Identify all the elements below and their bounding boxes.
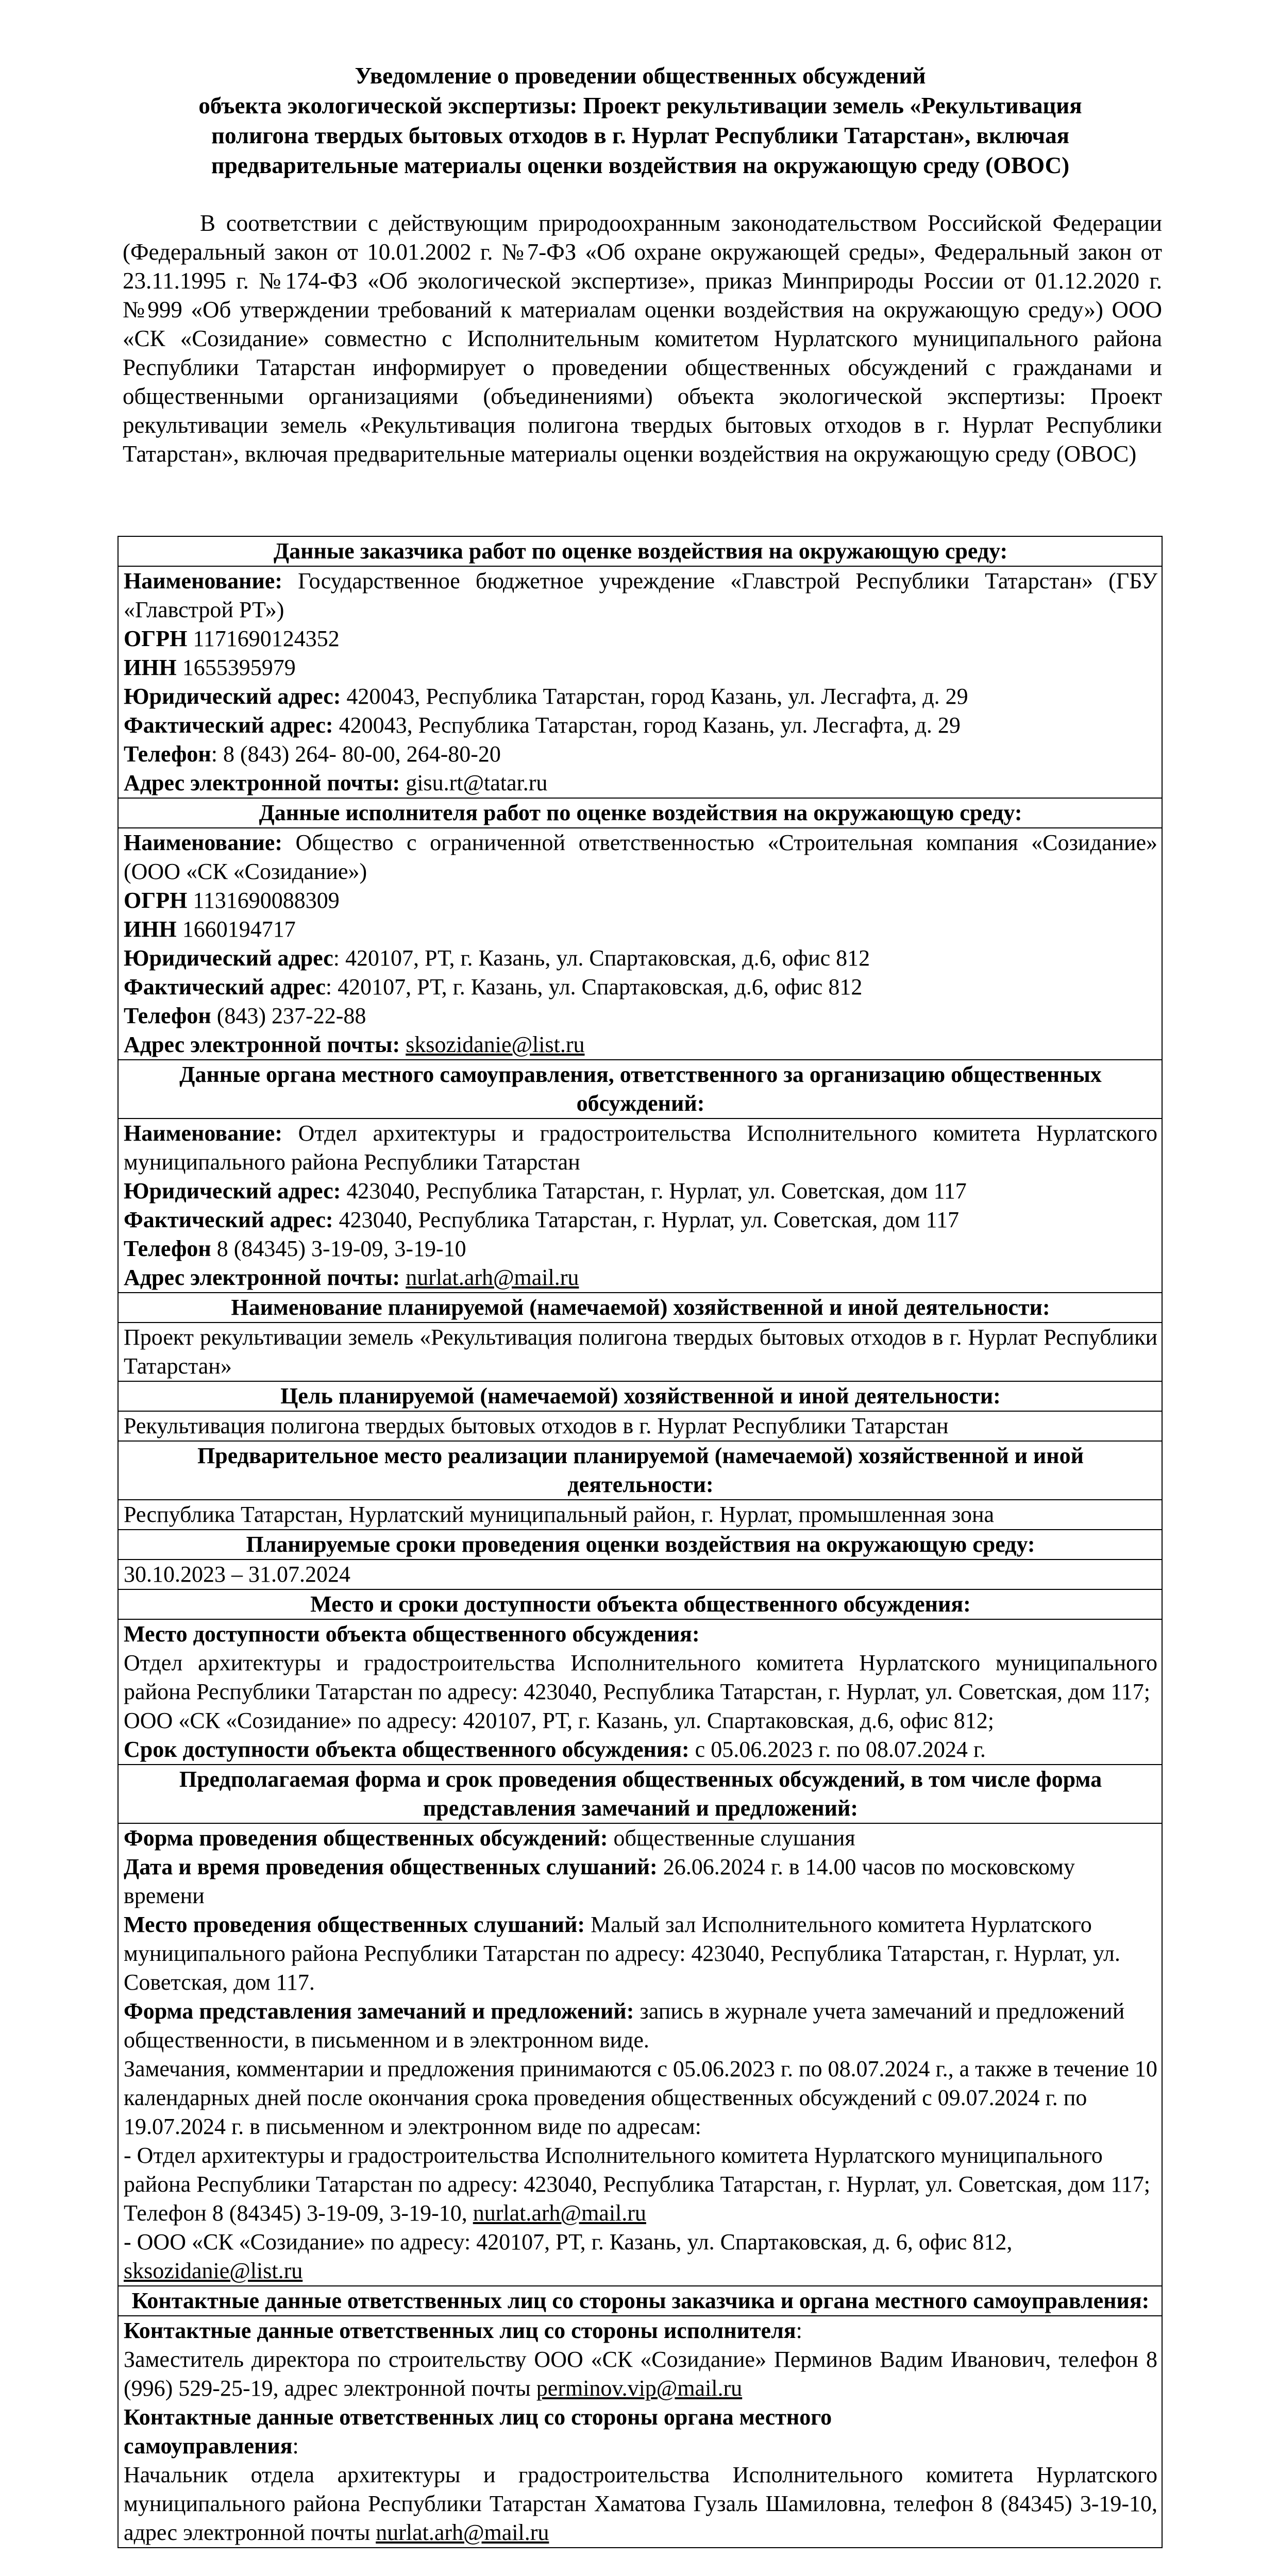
field-label: Юридический адрес: (124, 1178, 341, 1204)
activity-place-heading: Предварительное место реализации планируемой (намечаемой) хозяйственной и иной деятельности: (118, 1441, 1162, 1500)
activity-goal-value: Рекультивация полигона твердых бытовых отходов в г. Нурлат Республики Татарстан (118, 1411, 1162, 1441)
local-gov-details (118, 1118, 1162, 1293)
email-link[interactable]: nurlat.arh@mail.ru (376, 2520, 549, 2545)
field-value: 1131690088309 (187, 888, 340, 913)
notice-title (119, 61, 1162, 180)
customer-heading: Данные заказчика работ по оценке воздействия на окружающую среду: (118, 536, 1162, 566)
contacts-heading: Контактные данные ответственных лиц со стороны заказчика и органа местного самоуправления: (118, 2286, 1162, 2316)
field-label: Форма представления замечаний и предложений: (124, 1998, 634, 2024)
title-line: объекта экологической экспертизы: Проект рекультивации земель «Рекультивация (198, 93, 1082, 118)
hearing-heading: Предполагаемая форма и срок проведения общественных обсуждений, в том числе форма представления замечаний и предложений: (118, 1765, 1162, 1823)
contractor-heading: Данные исполнителя работ по оценке воздействия на окружающую среду: (118, 798, 1162, 828)
email-link[interactable]: sksozidanie@list.ru (124, 2258, 303, 2283)
assessment-dates-value: 30.10.2023 – 31.07.2024 (118, 1560, 1162, 1589)
field-label: Контактные данные ответственных лиц со стороны органа местного (124, 2404, 832, 2430)
field-value: Общество с ограниченной ответственностью «Строительная компания «Созидание» (ООО «СК «Созидание») (124, 830, 1157, 884)
activity-place-value: Республика Татарстан, Нурлатский муниципальный район, г. Нурлат, промышленная зона (118, 1500, 1162, 1530)
availability-heading: Место и сроки доступности объекта общественного обсуждения: (118, 1589, 1162, 1619)
title-line: предварительные материалы оценки воздействия на окружающую среду (ОВОС) (211, 152, 1070, 178)
field-value: 1655395979 (176, 655, 296, 680)
field-value: 420043, Республика Татарстан, город Казань, ул. Лесгафта, д. 29 (333, 713, 961, 738)
email-link[interactable]: sksozidanie@list.ru (406, 1032, 585, 1057)
field-value: запись в журнале учета замечаний и предложений общественности, в письменном и в электронном виде. (124, 1998, 1125, 2053)
title-line: полигона твердых бытовых отходов в г. Нурлат Республики Татарстан», включая (211, 123, 1069, 148)
field-value: 1660194717 (176, 917, 296, 942)
activity-goal-heading: Цель планируемой (намечаемой) хозяйственной и иной деятельности: (118, 1381, 1162, 1411)
field-label: Телефон (124, 1236, 211, 1261)
field-label: Наименование: (124, 830, 282, 855)
field-value: Заместитель директора по строительству ООО «СК «Созидание» Перминов Вадим Иванович, телефон 8 (996) 529-25-19, адрес электронной почты (124, 2347, 1157, 2401)
email-link[interactable]: perminov.vip@mail.ru (536, 2376, 743, 2401)
intro-text: В соответствии с действующим природоохранным законодательством Российской Федерации (Федеральный закон от 10.01.2002 г. №7-ФЗ «Об охране окружающей среды», Федеральный закон от 23.11.1995 г. №174-ФЗ «Об экологической экспертизе», приказ Минприроды России от 01.12.2020 г. №999 «Об утверждении требований к материалам оценки воздействия на окружающую среду») ООО «СК «Созидание» совместно с Исполнительным комитетом Нурлатского муниципального района Республики Татарстан информирует о проведении общественных обсуждений с гражданами и общественными организациями (объединениями) объекта экологической экспертизы: Проект рекультивации земель «Рекультивация полигона твердых бытовых отходов в г. Нурлат Республики Татарстан», включая предварительные материалы оценки воздействия на окружающую среду (ОВОС) (123, 210, 1162, 467)
field-value: 8 (84345) 3-19-09, 3-19-10 (211, 1236, 466, 1261)
field-label: Юридический адрес: (124, 684, 341, 709)
email-value: gisu.rt@tatar.ru (400, 770, 548, 795)
email-link[interactable]: nurlat.arh@mail.ru (406, 1265, 579, 1290)
field-label: Телефон (124, 1003, 211, 1028)
activity-name-value: Проект рекультивации земель «Рекультивация полигона твердых бытовых отходов в г. Нурлат Республики Татарстан» (118, 1323, 1162, 1381)
field-label: Срок доступности объекта общественного обсуждения: (124, 1737, 690, 1762)
field-label: Форма проведения общественных обсуждений: (124, 1825, 608, 1851)
field-label: ИНН (124, 917, 177, 942)
availability-details (118, 1619, 1162, 1765)
field-colon: : (796, 2318, 802, 2343)
hearing-details (118, 1823, 1162, 2286)
intro-paragraph (123, 209, 1162, 468)
local-gov-heading: Данные органа местного самоуправления, ответственного за организацию общественных обсуждений: (118, 1060, 1162, 1118)
field-value: Государственное бюджетное учреждение «Главстрой Республики Татарстан» (ГБУ «Главстрой РТ») (124, 568, 1157, 622)
field-label: Место доступности объекта общественного обсуждения: (124, 1621, 700, 1647)
field-label: ИНН (124, 655, 177, 680)
field-label: Наименование: (124, 1121, 282, 1146)
field-value: Начальник отдела архитектуры и градостроительства Исполнительного комитета Нурлатского муниципального района Республики Татарстан Хаматова Гузаль Шамиловна, телефон 8 (84345) 3-19-10, адрес электронной почты (124, 2462, 1157, 2545)
field-value: (843) 237-22-88 (211, 1003, 366, 1028)
field-label: ОГРН (124, 626, 188, 651)
field-value: Отдел архитектуры и градостроительства Исполнительного комитета Нурлатского муниципального района Республики Татарстан (124, 1121, 1157, 1175)
field-label: Место проведения общественных слушаний: (124, 1912, 585, 1937)
field-label: Юридический адрес (124, 945, 333, 971)
field-label: Адрес электронной почты: (124, 1265, 400, 1290)
field-value: 423040, Республика Татарстан, г. Нурлат, ул. Советская, дом 117 (341, 1178, 967, 1204)
field-value: ООО «СК «Созидание» по адресу: 420107, РТ, г. Казань, ул. Спартаковская, д.6, офис 812; (124, 1708, 994, 1733)
field-value: 1171690124352 (187, 626, 340, 651)
field-label: Адрес электронной почты: (124, 1032, 400, 1057)
notice-table (117, 536, 1163, 2548)
field-label: Адрес электронной почты: (124, 770, 400, 795)
field-label: Дата и время проведения общественных слушаний: (124, 1854, 658, 1879)
field-value: Малый зал Исполнительного комитета Нурлатского муниципального района Республики Татарстан по адресу: 423040, Республика Татарстан, г. Нурлат, ул. Советская, дом 117. (124, 1912, 1120, 1995)
field-value: 423040, Республика Татарстан, г. Нурлат, ул. Советская, дом 117 (333, 1207, 959, 1232)
contractor-details (118, 828, 1162, 1060)
field-value: : 420107, РТ, г. Казань, ул. Спартаковская, д.6, офис 812 (325, 974, 863, 999)
field-value: : 420107, РТ, г. Казань, ул. Спартаковская, д.6, офис 812 (333, 945, 870, 971)
field-value: 26.06.2024 г. в 14.00 часов по московскому времени (124, 1854, 1075, 1908)
address-text: - Отдел архитектуры и градостроительства Исполнительного комитета Нурлатского муниципального района Республики Татарстан по адресу: 423040, Республика Татарстан, г. Нурлат, ул. Советская, дом 117; Телефон 8 (84345) 3-19-09, 3-19-10, (124, 2143, 1151, 2226)
activity-name-heading: Наименование планируемой (намечаемой) хозяйственной и иной деятельности: (118, 1293, 1162, 1323)
field-label: Наименование: (124, 568, 282, 594)
field-label: Телефон (124, 741, 211, 767)
field-colon: : (292, 2433, 299, 2459)
field-label: самоуправления (124, 2433, 293, 2459)
field-label: Фактический адрес: (124, 1207, 333, 1232)
field-value: общественные слушания (608, 1825, 855, 1851)
field-value: Замечания, комментарии и предложения принимаются с 05.06.2023 г. по 08.07.2024 г., а также в течение 10 календарных дней после окончания срока проведения общественных обсуждений с 09.07.2024 г. по 19.07.2024 г. в письменном и электронном виде по адресам: (124, 2056, 1157, 2139)
email-link[interactable]: nurlat.arh@mail.ru (473, 2200, 646, 2226)
field-label: Фактический адрес: (124, 713, 333, 738)
customer-details (118, 566, 1162, 798)
field-value: : 8 (843) 264- 80-00, 264-80-20 (211, 741, 501, 767)
contacts-details (118, 2316, 1162, 2548)
address-text: - ООО «СК «Созидание» по адресу: 420107, РТ, г. Казань, ул. Спартаковская, д. 6, офис 812, (124, 2229, 1013, 2255)
field-value: 420043, Республика Татарстан, город Казань, ул. Лесгафта, д. 29 (341, 684, 968, 709)
field-label: ОГРН (124, 888, 188, 913)
title-line: Уведомление о проведении общественных обсуждений (355, 63, 926, 89)
field-label: Фактический адрес (124, 974, 326, 999)
assessment-dates-heading: Планируемые сроки проведения оценки воздействия на окружающую среду: (118, 1530, 1162, 1560)
field-label: Контактные данные ответственных лиц со стороны исполнителя (124, 2318, 796, 2343)
field-value: с 05.06.2023 г. по 08.07.2024 г. (689, 1737, 986, 1762)
field-value: Отдел архитектуры и градостроительства Исполнительного комитета Нурлатского муниципального района Республики Татарстан по адресу: 423040, Республика Татарстан, г. Нурлат, ул. Советская, дом 117; (124, 1650, 1157, 1704)
